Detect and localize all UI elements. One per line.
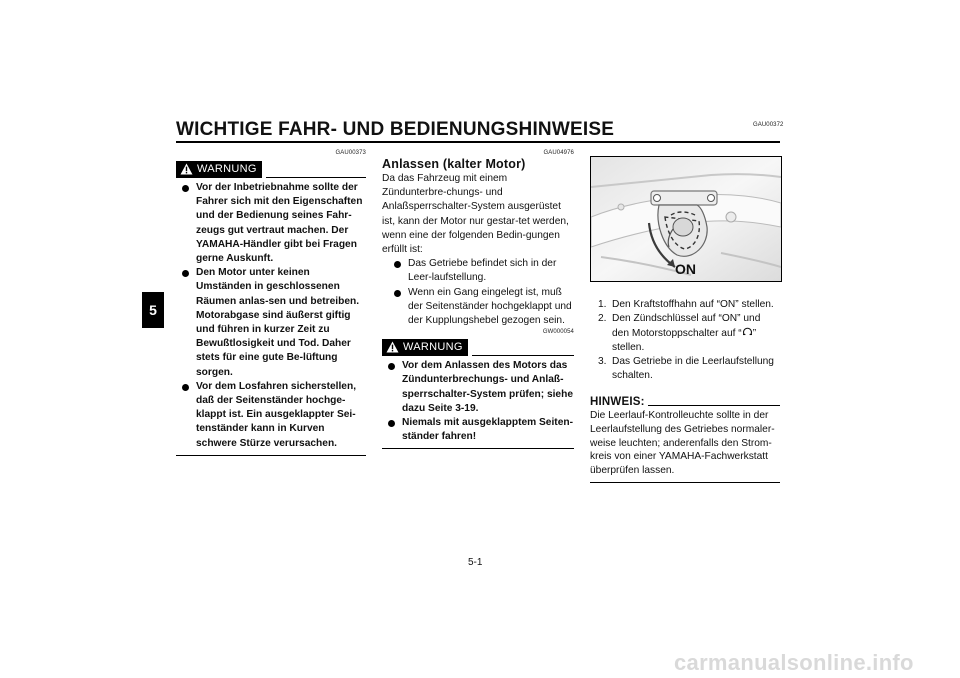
step-item bbox=[590, 298, 780, 312]
title-rule bbox=[176, 141, 780, 143]
watermark: carmanualsonline.info bbox=[674, 650, 914, 675]
warning-line bbox=[472, 355, 574, 356]
step-number: 2. bbox=[598, 313, 607, 324]
bullet-icon bbox=[394, 261, 401, 268]
page-title: WICHTIGE FAHR- UND BEDIENUNGSHINWEISE bbox=[176, 119, 615, 140]
warning-code: GW000054 bbox=[542, 329, 574, 336]
list-item-text: Vor dem Anlassen des Motors das Zündunterbrechungs- und Anlaß-sperrschalter-System prüfen; siehe dazu Seite 3-19. bbox=[402, 360, 573, 414]
list-item bbox=[382, 286, 574, 329]
list-item bbox=[382, 257, 574, 285]
list-item-text: Den Motor unter keinen Umständen in geschlossenen Räumen anlas-sen und betreiben. Motorabgase sind äußerst giftig und führen in kurzer Zeit zu Bewußtlosigkeit und Tod. Daher stets für eine gute Be-lüftung sorgen. bbox=[196, 267, 360, 378]
warning-header bbox=[176, 159, 366, 179]
bullet-icon bbox=[182, 185, 189, 192]
left-code: GAU00373 bbox=[335, 150, 366, 156]
warning-list bbox=[176, 181, 366, 451]
note-label: HINWEIS: bbox=[590, 396, 645, 408]
step-text: Das Getriebe in die Leerlaufstellung schalten. bbox=[612, 356, 774, 381]
step-item bbox=[590, 312, 780, 355]
list-item-text: Vor der Inbetriebnahme sollte der Fahrer sich mit den Eigenschaften und der Bedienung seines Fahr-zeugs gut vertraut machen. Der YAMAHA-Händler gibt bei Fragen gerne Auskunft. bbox=[196, 182, 363, 265]
list-item-text: Niemals mit ausgeklapptem Seiten-ständer fahren! bbox=[402, 417, 573, 443]
step-number: 1. bbox=[598, 299, 607, 310]
condition-list bbox=[382, 257, 574, 328]
engine-run-switch-icon bbox=[742, 326, 753, 337]
bullet-icon bbox=[394, 290, 401, 297]
note-header bbox=[590, 396, 780, 408]
warning-triangle-icon bbox=[180, 163, 193, 175]
figure-label-on: ON bbox=[675, 261, 696, 277]
note-header-line bbox=[648, 405, 780, 406]
middle-column bbox=[382, 150, 574, 449]
warning-label: WARNUNG bbox=[403, 341, 463, 354]
step-text: Den Kraftstoffhahn auf “ON” stellen. bbox=[612, 299, 774, 310]
list-item-text: Wenn ein Gang eingelegt ist, muß der Seitenständer hochgeklappt und der Kupplungshebel gezogen sein. bbox=[408, 286, 572, 327]
warning-label: WARNUNG bbox=[197, 163, 257, 175]
fuel-cock-figure bbox=[590, 156, 782, 282]
page-number: 5-1 bbox=[468, 557, 483, 568]
chapter-tab: 5 bbox=[142, 292, 164, 328]
step-number: 3. bbox=[598, 356, 607, 367]
bullet-icon bbox=[388, 420, 395, 427]
warning-header bbox=[382, 337, 574, 357]
warning-line bbox=[266, 177, 366, 178]
right-column bbox=[590, 298, 780, 483]
list-item bbox=[382, 416, 574, 444]
step-item bbox=[590, 355, 780, 383]
step-text: Den Zündschlüssel auf “ON” und den Motorstoppschalter auf “ bbox=[612, 313, 761, 339]
list-item bbox=[176, 181, 366, 266]
section-code: GAU00372 bbox=[753, 122, 784, 128]
warning-end-rule bbox=[176, 455, 366, 456]
warning-badge bbox=[382, 339, 468, 356]
list-item bbox=[176, 266, 366, 380]
middle-code: GAU04976 bbox=[543, 150, 574, 156]
steps-list bbox=[590, 298, 780, 383]
warning-end-rule bbox=[382, 448, 574, 449]
section-heading: Anlassen (kalter Motor) bbox=[382, 157, 526, 171]
warning-badge bbox=[176, 161, 262, 178]
list-item bbox=[176, 380, 366, 451]
intro-text: Da das Fahrzeug mit einem Zündunterbre-chungs- und Anlaßsperrschalter-System ausgerüstet ist, kann der Motor nur gestar-tet werden, wenn eine der folgenden Bedin-gungen erfüllt ist: bbox=[382, 173, 569, 256]
list-item bbox=[382, 359, 574, 416]
list-item-text: Vor dem Losfahren sicherstellen, daß der Seitenständer hochge-klappt ist. Ein ausgeklappter Sei-tenständer kann in Kurven schwere Stürze verursachen. bbox=[196, 380, 357, 449]
note-end-rule bbox=[590, 482, 780, 483]
left-column bbox=[176, 150, 366, 456]
bullet-icon bbox=[388, 363, 395, 370]
bullet-icon bbox=[182, 270, 189, 277]
warning-triangle-icon bbox=[386, 341, 399, 353]
warning-list bbox=[382, 359, 574, 444]
list-item-text: Das Getriebe befindet sich in der Leer-laufstellung. bbox=[408, 258, 557, 284]
note-text: Die Leerlauf-Kontrolleuchte sollte in der Leerlaufstellung des Getriebes normaler-weise leuchten; anderenfalls den Strom-kreis von einer YAMAHA-Fachwerkstatt überprüfen lassen. bbox=[590, 410, 775, 477]
step-text: ” stellen. bbox=[612, 328, 757, 353]
bullet-icon bbox=[182, 384, 189, 391]
